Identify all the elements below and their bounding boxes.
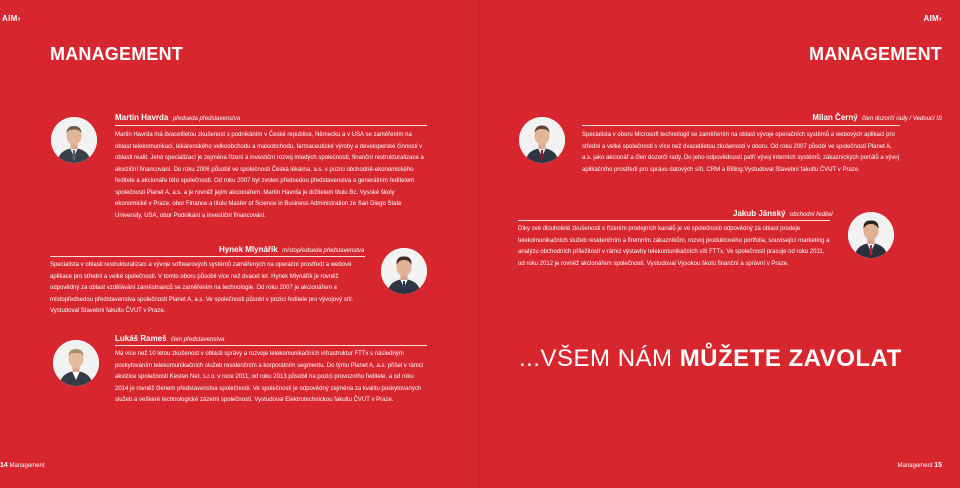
person-role: člen představenstva (171, 337, 225, 343)
portrait-photo (53, 340, 99, 386)
person-role: obchodní ředitel (789, 212, 833, 218)
right-page (480, 0, 960, 488)
person-role: člen dozorčí rady / Vedoucí IS (862, 116, 942, 122)
divider (115, 345, 427, 346)
person-name: Martin Havrda (115, 113, 169, 122)
aim-logo: AIM› (923, 14, 942, 23)
person-name: Milan Černý (812, 113, 858, 122)
page-number: 14 (0, 462, 8, 469)
person-bio: Specialista v oblasti restrukturalizací a vývoje softwarových systémů zaměřených na operační prostředí a webové aplikace pro střední a velké společnosti. V tomto oboru působil více než dvacet let. Hynek Mlynářík je rovněž odpovědný za oblast vzdělávání zaměstnanců se zaměřením na technologie. Od roku 2007 je akcionářem a místopředsedou představenstva společnosti Planet A, a.s. Ve společnosti působí v pozici ředitele pro vývojový sítí. Vystudoval Stavební fakultu ČVUT v Praze. (50, 262, 354, 314)
page-title: MANAGEMENT (809, 44, 942, 64)
divider (115, 125, 427, 126)
divider (582, 125, 900, 126)
aim-logo: AIM› (2, 14, 21, 23)
call-us-tagline (519, 345, 902, 373)
divider (518, 220, 830, 221)
portrait-photo (519, 117, 565, 163)
page-footer (0, 462, 45, 469)
person-name: Lukáš Rameš (115, 334, 167, 343)
person-role: předseda představenstva (172, 116, 241, 122)
portrait-photo (848, 212, 894, 258)
divider (50, 256, 365, 257)
portrait-photo (51, 117, 97, 163)
page-title: MANAGEMENT (50, 44, 183, 64)
person-bio: Díky své dlouholeté zkušenosti s řízením prodejních kanálů je ve společnosti odpovědný za oblast prodeje telekomunikačních služeb residenčním a firemním zákazníkům, rozvoj produktového portfolia, související marketing a analýzu obchodních příležitostí v rámci výstavby telekomunikačních sítí FTTx. Ve společnosti pracuje od roku 2011, od roku 2012 je rovněž akcionářem společnosti. Vystudoval Vysokou školu finanční a správní v Praze. (518, 226, 830, 267)
portrait-photo (381, 248, 427, 294)
chevron-right-icon: › (17, 14, 21, 23)
person-role: místopředseda představenstva (282, 248, 365, 254)
section-label: Management (897, 463, 933, 469)
person-name: Hynek Mlynářík (219, 245, 278, 254)
page-footer (898, 462, 943, 469)
tagline-bold: MŮŽETE ZAVOLAT (679, 345, 902, 372)
chevron-right-icon: › (939, 14, 942, 23)
person-name: Jakub Jánský (733, 209, 786, 218)
person-bio: Martin Havrda má dvacetiletou zkušenost s podnikáním v České republice, Německu a v USA se zaměřením na oblast telekomunikací, lékárenského velkoobchodu a maloobchodu, farmaceutické výroby a developerské činnosti v oblasti realit. Jeho specializací je zejména řízení a investiční rozvoj mladých společností, finanční restrukturalizace a akviziční financování. Do roku 2006 působil ve společnosti Česká lékárna, a.s. v pozici obchodně-ekonomického ředitele a akcionáře této společnosti. Od roku 2007 byl zvolen předsedou představenstva a generálním ředitelem společnosti Planet A, a.s. a je rovněž jejím akcionářem. Martin Havrda je držitelem titulu Bc. Vysoké školy ekonomické v Praze, obor Finance a titulu Master of Science in Business Administration ze San Diego State University, USA, obor Podnikání a investiční financování. (115, 132, 424, 219)
tagline-light: ...VŠEM NÁM (519, 345, 680, 372)
section-label: Management (9, 463, 45, 469)
person-bio: Má více než 10 letou zkušenost v oblasti správy a rozvoje telekomunikačních infrastruktur FTTx s následným poskytováním telekomunikačních služeb residenčním a korporátním segmentu. Do týmu Planet A, a.s. přišel v rámci akvizice společnosti Kesten Net, s.r.o. v roce 2011, od roku 2013 působil na pozici provozního ředitele, a od roku 2014 je rovněž členem představenstva společnosti. Ve společnosti je odpovědný zejména za kvalitu poskytovaných služeb a veškeré technologické zázemí společnosti. Vystudoval Elektrotechnickou fakultu ČVUT v Praze. (115, 351, 424, 403)
page-number: 15 (934, 462, 942, 469)
person-bio: Specialista v oboru Microsoft technologií se zaměřením na oblast vývoje operačních systémů a webových aplikací pro střední a velké společnosti s více než dvacetiletou zkušeností v oboru. Od roku 2007 působí ve společnosti Planet A, a.s. jako akcionář a člen dozorčí rady. Do jeho odpovědnosti patří vývoj interních systémů, zákaznických portálů a vývoj aplikačního prostředí pro správu datových sítí, CRM a Billing.Vystudoval Stavební fakultu ČVUT v Praze. (582, 132, 900, 173)
